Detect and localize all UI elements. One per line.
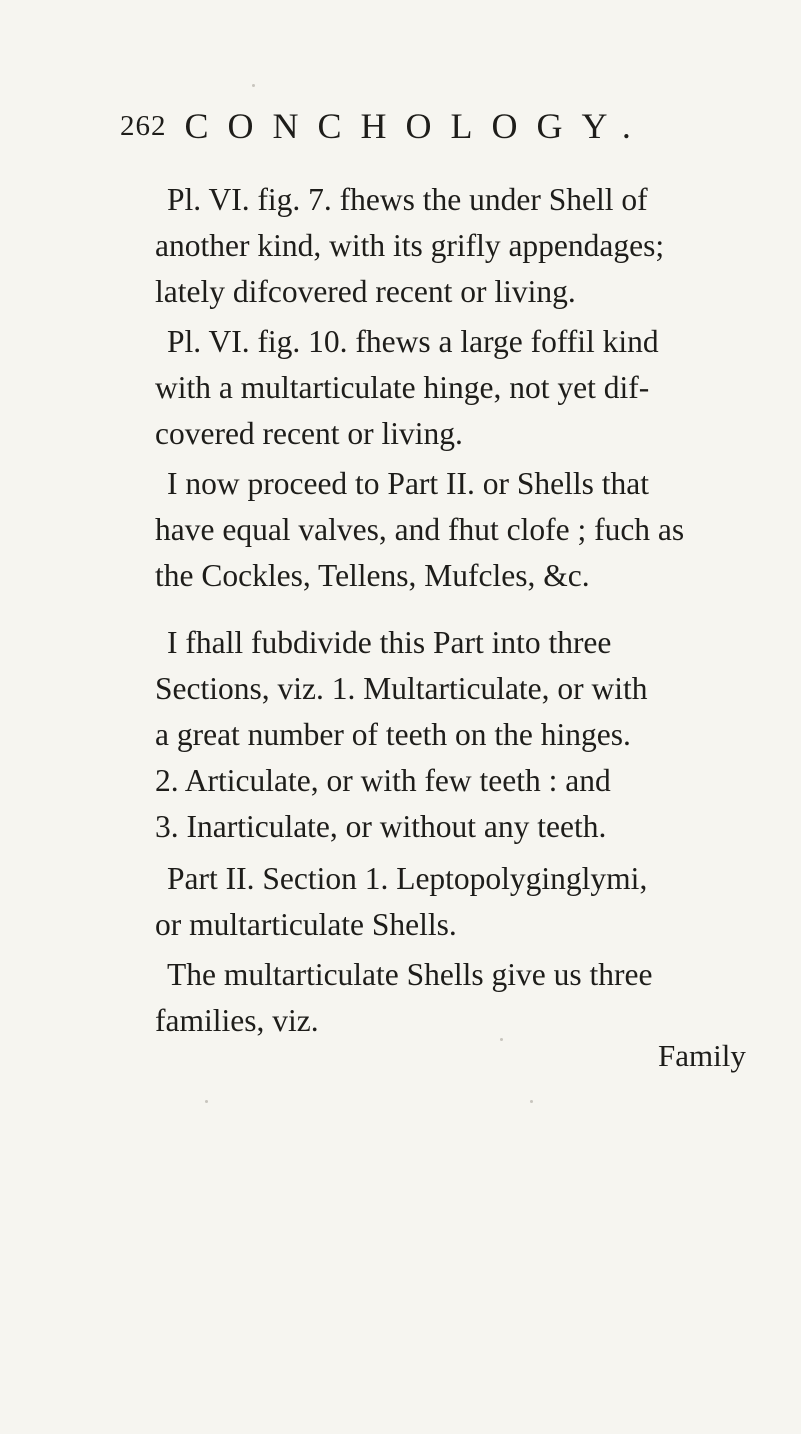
text-line: Sections, viz. 1. Multarticulate, or with <box>155 671 648 706</box>
text-line: Pl. VI. fig. 7. fhews the under Shell of <box>167 182 648 217</box>
text-line: a great number of teeth on the hinges. <box>155 717 631 752</box>
paragraph-plate-fig-7 <box>155 177 775 315</box>
catchword: Family <box>658 1038 746 1073</box>
text-line: 2. Articulate, or with few teeth : and <box>155 763 611 798</box>
text-line: I now proceed to Part II. or Shells that <box>167 466 650 501</box>
running-head: CONCHOLOGY. <box>184 106 650 146</box>
paragraph-part-two <box>155 461 775 599</box>
paragraph-section-heading <box>155 856 775 948</box>
paper-speck <box>530 1100 533 1103</box>
text-line: I fhall fubdivide this Part into three <box>167 625 612 660</box>
text-line: 3. Inarticulate, or without any teeth. <box>155 809 607 844</box>
text-line: the Cockles, Tellens, Mufcles, &c. <box>155 558 590 593</box>
page-number: 262 <box>120 109 167 142</box>
text-line: another kind, with its grifly appendages; <box>155 228 665 263</box>
text-line: lately difcovered recent or living. <box>155 274 576 309</box>
paper-speck <box>205 1100 208 1103</box>
text-line: Pl. VI. fig. 10. fhews a large foffil kind <box>167 324 659 359</box>
text-line: or multarticulate Shells. <box>155 907 457 942</box>
text-line: families, viz. <box>155 1003 319 1038</box>
text-line: have equal valves, and fhut clofe ; fuch as <box>155 512 685 547</box>
text-line: with a multarticulate hinge, not yet dif- <box>155 370 650 405</box>
page-header <box>120 100 720 152</box>
paragraph-families <box>155 952 775 1044</box>
paragraph-plate-fig-10 <box>155 319 775 457</box>
paper-speck <box>252 84 255 87</box>
paper-speck <box>500 1038 503 1041</box>
text-line: The multarticulate Shells give us three <box>167 957 653 992</box>
text-line: Part II. Section 1. Leptopolyginglymi, <box>167 861 648 896</box>
paragraph-subdivision <box>155 620 775 850</box>
text-line: covered recent or living. <box>155 416 463 451</box>
